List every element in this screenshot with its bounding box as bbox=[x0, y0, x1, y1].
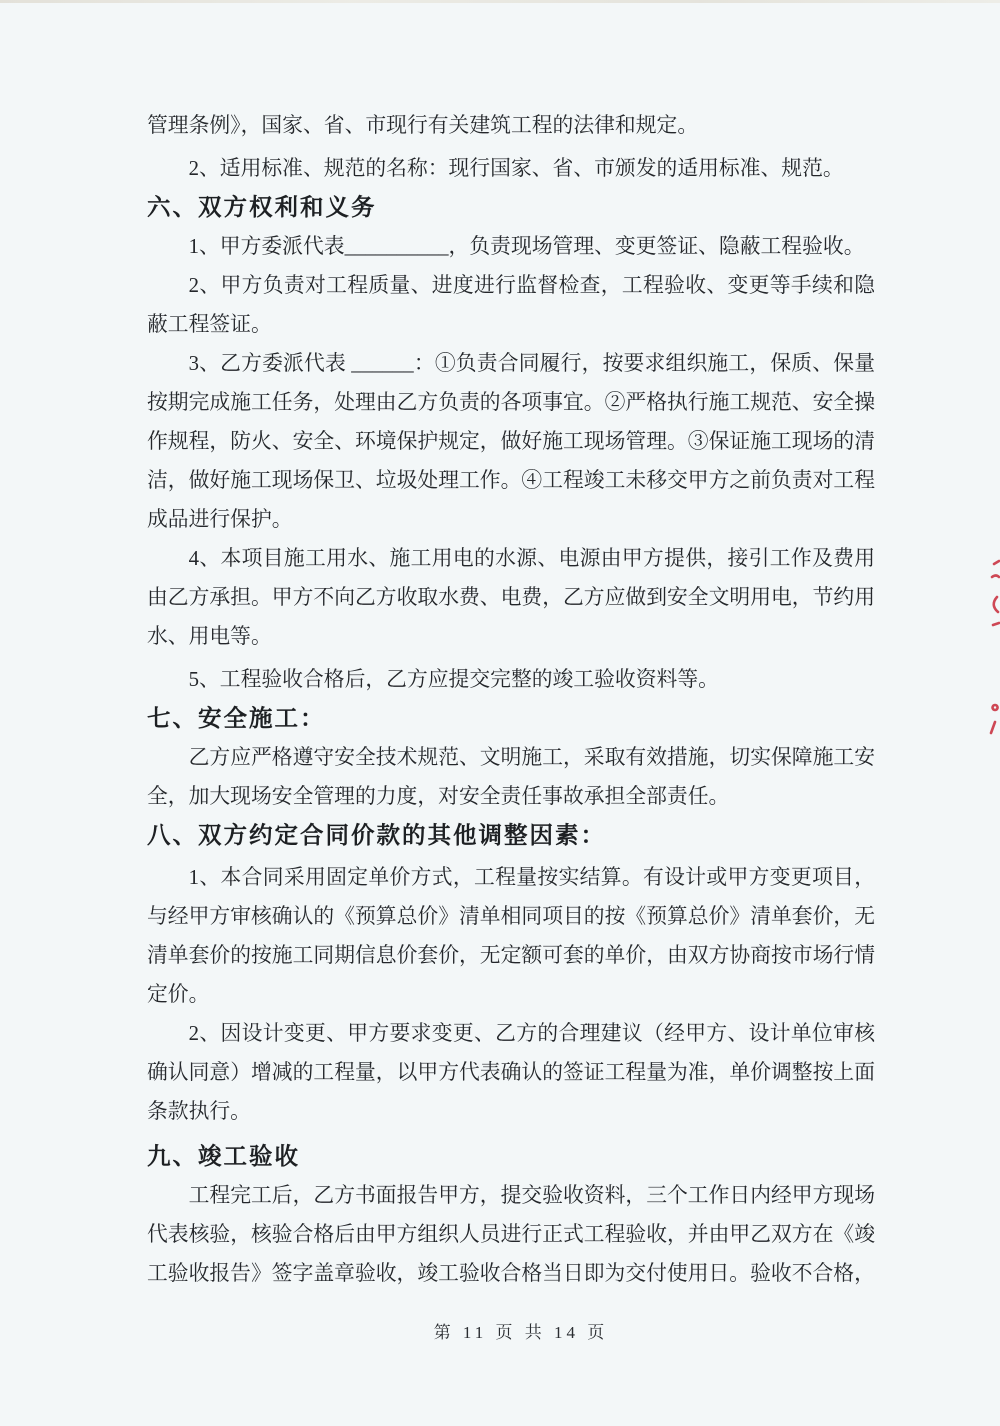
paragraph: 2、适用标准、规范的名称：现行国家、省、市颁发的适用标准、规范。 bbox=[188, 157, 844, 180]
paragraph: 1、甲方委派代表__________，负责现场管理、变更签证、隐蔽工程验收。 bbox=[188, 235, 865, 258]
paragraph: 2、甲方负责对工程质量、进度进行监督检查，工程验收、变更等手续和隐蔽工程签证。 bbox=[147, 274, 875, 336]
paragraph: 乙方应严格遵守安全技术规范、文明施工，采取有效措施，切实保障施工安全，加大现场安全管理的力度，对安全责任事故承担全部责任。 bbox=[147, 746, 875, 808]
section-heading-7: 七、安全施工： bbox=[147, 705, 326, 731]
paragraph: 3、乙方委派代表 ______：①负责合同履行，按要求组织施工，保质、保量按期完成施工任务，处理由乙方负责的各项事宜。②严格执行施工规范、安全操作规程，防火、安全、环境保护规定，做好施工现场管理。③保证施工现场的清洁，做好施工现场保卫、垃圾处理工作。④工程竣工未移交甲方之前负责对工程成品进行保护。 bbox=[147, 352, 875, 531]
paragraph: 1、本合同采用固定单价方式，工程量按实结算。有设计或甲方变更项目，与经甲方审核确认的《预算总价》清单相同项目的按《预算总价》清单套价，无清单套价的按施工同期信息价套价，无定额可套的单价，由双方协商按市场行情定价。 bbox=[147, 866, 875, 1006]
page-number: 第 11 页 共 14 页 bbox=[433, 1323, 609, 1342]
scan-edge-line bbox=[0, 0, 1000, 3]
paragraph-continuation: 管理条例》，国家、省、市现行有关建筑工程的法律和规定。 bbox=[147, 114, 699, 137]
red-ink-edge-marks bbox=[982, 540, 1000, 750]
section-heading-6: 六、双方权利和义务 bbox=[147, 194, 377, 220]
paragraph: 2、因设计变更、甲方要求变更、乙方的合理建议（经甲方、设计单位审核确认同意）增减的工程量，以甲方代表确认的签证工程量为准，单价调整按上面条款执行。 bbox=[147, 1022, 875, 1123]
paragraph: 5、工程验收合格后，乙方应提交完整的竣工验收资料等。 bbox=[188, 668, 719, 691]
contract-body bbox=[147, 106, 875, 1293]
section-heading-8: 八、双方约定合同价款的其他调整因素： bbox=[147, 822, 606, 848]
paragraph: 4、本项目施工用水、施工用电的水源、电源由甲方提供，接引工作及费用由乙方承担。甲方不向乙方收取水费、电费，乙方应做到安全文明用电，节约用水、用电等。 bbox=[147, 547, 875, 648]
section-heading-9: 九、竣工验收 bbox=[147, 1143, 300, 1169]
paragraph: 工程完工后，乙方书面报告甲方，提交验收资料，三个工作日内经甲方现场代表核验，核验合格后由甲方组织人员进行正式工程验收，并由甲乙双方在《竣工验收报告》签字盖章验收，竣工验收合格当日即为交付使用日。验收不合格， bbox=[147, 1184, 875, 1285]
